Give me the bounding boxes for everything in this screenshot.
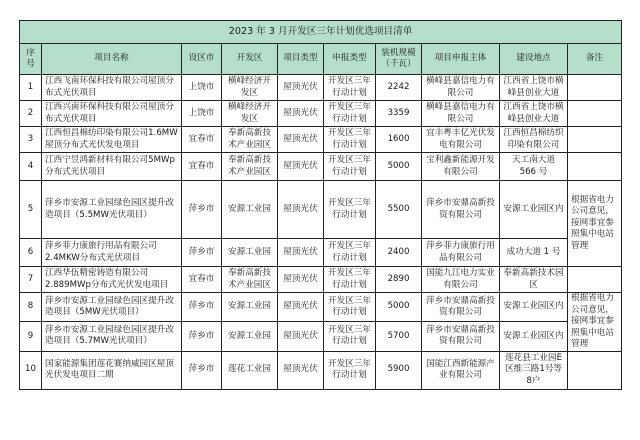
- cell-zone: 安源工业园: [222, 181, 278, 239]
- cell-note: [568, 153, 622, 181]
- cell-zone: 横峰经济开发区: [222, 101, 278, 127]
- header-location: 建设地点: [500, 44, 568, 75]
- table-row: [20, 267, 622, 293]
- cell-plan: 开发区三年行动计划: [324, 267, 376, 293]
- cell-capacity: 2242: [376, 75, 422, 101]
- cell-applicant: 国能九江电力实业有限公司: [422, 267, 500, 293]
- header-type: 项目类型: [278, 44, 324, 75]
- cell-plan: 开发区三年行动计划: [324, 293, 376, 322]
- cell-applicant: 萍乡市安鼎高新投资有限公司: [422, 181, 500, 239]
- cell-location: 安源工业园区内: [500, 322, 568, 351]
- cell-capacity: 5700: [376, 322, 422, 351]
- project-list-table: [19, 20, 622, 390]
- cell-location: 江西省上饶市横峰县创业大道: [500, 75, 568, 101]
- cell-zone: 横峰经济开发区: [222, 75, 278, 101]
- cell-name: 萍乡市安源工业园绿色园区提升改造项目（5.5MW光伏项目）: [42, 181, 182, 239]
- table-row: [20, 101, 622, 127]
- cell-note: [568, 101, 622, 127]
- cell-seq: 10: [20, 351, 42, 389]
- table-row: [20, 351, 622, 389]
- cell-note: [568, 351, 622, 389]
- header-name: 项目名称: [42, 44, 182, 75]
- cell-seq: 2: [20, 101, 42, 127]
- cell-city: 宜春市: [182, 153, 222, 181]
- cell-seq: 6: [20, 239, 42, 267]
- cell-city: 上饶市: [182, 75, 222, 101]
- header-applicant: 项目申报主体: [422, 44, 500, 75]
- cell-city: 上饶市: [182, 101, 222, 127]
- cell-location: 成功大道 1 号: [500, 239, 568, 267]
- header-seq: 序号: [20, 44, 42, 75]
- cell-capacity: 1600: [376, 127, 422, 153]
- cell-seq: 3: [20, 127, 42, 153]
- cell-city: 萍乡市: [182, 322, 222, 351]
- cell-location: 江西省上饶市横峰县创业大道: [500, 101, 568, 127]
- cell-name: 江西恒昌棉纺印染有限公司1.6MW屋顶分布式光伏发电项目: [42, 127, 182, 153]
- header-city: 设区市: [182, 44, 222, 75]
- cell-seq: 5: [20, 181, 42, 239]
- cell-applicant: 萍乡菲力康旅行用品有限公司: [422, 239, 500, 267]
- cell-seq: 7: [20, 267, 42, 293]
- cell-capacity: 5000: [376, 293, 422, 322]
- cell-plan: 开发区三年行动计划: [324, 75, 376, 101]
- cell-note: [568, 267, 622, 293]
- cell-type: 屋顶光伏: [278, 127, 324, 153]
- cell-applicant: 萍乡市安鼎高新投资有限公司: [422, 293, 500, 322]
- cell-type: 屋顶光伏: [278, 351, 324, 389]
- cell-location: 天工南大道 566 号: [500, 153, 568, 181]
- cell-applicant: 萍乡市安鼎高新投资有限公司: [422, 322, 500, 351]
- cell-seq: 4: [20, 153, 42, 181]
- cell-city: 宜春市: [182, 127, 222, 153]
- cell-zone: 莲花工业园: [222, 351, 278, 389]
- cell-plan: 开发区三年行动计划: [324, 153, 376, 181]
- cell-applicant: 宜丰粤丰亿光伏发电有限公司: [422, 127, 500, 153]
- cell-name: 江西飞南环保科技有限公司屋顶分布式光伏项目: [42, 75, 182, 101]
- table-row: [20, 239, 622, 267]
- cell-name: 萍乡市安源工业园绿色园区提升改造项目（5.7MW光伏项目）: [42, 322, 182, 351]
- cell-capacity: 5900: [376, 351, 422, 389]
- cell-city: 萍乡市: [182, 293, 222, 322]
- cell-type: 屋顶光伏: [278, 322, 324, 351]
- table-row: [20, 322, 622, 351]
- cell-name: 江西宁昱鸿新材料有限公司5MWp分布式光伏项目: [42, 153, 182, 181]
- cell-applicant: 横峰县嘉信电力有限公司: [422, 75, 500, 101]
- cell-type: 屋顶光伏: [278, 153, 324, 181]
- cell-type: 屋顶光伏: [278, 181, 324, 239]
- cell-plan: 开发区三年行动计划: [324, 239, 376, 267]
- cell-seq: 1: [20, 75, 42, 101]
- cell-capacity: 3359: [376, 101, 422, 127]
- table-row: [20, 153, 622, 181]
- cell-note-merged: 根据省电力公司意见，接网事宜参照集中电站管理: [568, 293, 622, 352]
- cell-name: 萍乡菲力康旅行用品有限公司2.4MKW分布式光伏项目: [42, 239, 182, 267]
- cell-zone: 奉新高新技术产业园区: [222, 153, 278, 181]
- cell-type: 屋顶光伏: [278, 101, 324, 127]
- cell-plan: 开发区三年行动计划: [324, 101, 376, 127]
- cell-name: 江西华伍精密铸造有限公司2.889MWp分布式光伏发电项目: [42, 267, 182, 293]
- cell-name: 国家能源集团莲花赛纳威园区屋顶光伏发电项目二期: [42, 351, 182, 389]
- header-note: 备注: [568, 44, 622, 75]
- cell-city: 萍乡市: [182, 239, 222, 267]
- cell-city: 萍乡市: [182, 181, 222, 239]
- cell-applicant: 国能江西新能源产业有限公司: [422, 351, 500, 389]
- cell-applicant: 宝利鑫新能源开发有限公司: [422, 153, 500, 181]
- cell-capacity: 2890: [376, 267, 422, 293]
- cell-plan: 开发区三年行动计划: [324, 127, 376, 153]
- cell-type: 屋顶光伏: [278, 267, 324, 293]
- cell-capacity: 5000: [376, 153, 422, 181]
- cell-location: 奉新高新技术园区: [500, 267, 568, 293]
- cell-capacity: 2400: [376, 239, 422, 267]
- cell-city: 萍乡市: [182, 351, 222, 389]
- header-plan: 申报类型: [324, 44, 376, 75]
- cell-zone: 安源工业园: [222, 239, 278, 267]
- table-row: [20, 75, 622, 101]
- cell-zone: 安源工业园: [222, 322, 278, 351]
- header-zone: 开发区: [222, 44, 278, 75]
- table-row: [20, 181, 622, 239]
- cell-note: [568, 127, 622, 153]
- cell-name: 江西兴南环保科技有限公司屋顶分布式光伏项目: [42, 101, 182, 127]
- table-row: [20, 127, 622, 153]
- table-row: [20, 293, 622, 322]
- cell-location: 江西恒昌棉纺织印染有限公司: [500, 127, 568, 153]
- cell-plan: 开发区三年行动计划: [324, 351, 376, 389]
- cell-location: 莲花县工业园E区维三路1号等8户: [500, 351, 568, 389]
- cell-seq: 9: [20, 322, 42, 351]
- cell-zone: 奉新高新技术产业园区: [222, 267, 278, 293]
- cell-city: 宜春市: [182, 267, 222, 293]
- cell-plan: 开发区三年行动计划: [324, 322, 376, 351]
- cell-type: 屋顶光伏: [278, 75, 324, 101]
- cell-location: 安源工业园区内: [500, 293, 568, 322]
- cell-location: 安源工业园区内: [500, 181, 568, 239]
- cell-zone: 奉新高新技术产业园区: [222, 127, 278, 153]
- cell-type: 屋顶光伏: [278, 293, 324, 322]
- cell-zone: 安源工业园: [222, 293, 278, 322]
- cell-note-merged: 根据省电力公司意见，接网事宜参照集中电站管理: [568, 181, 622, 267]
- cell-note: [568, 75, 622, 101]
- table-title: 2023 年 3 月开发区三年计划优选项目清单: [20, 21, 622, 44]
- cell-plan: 开发区三年行动计划: [324, 181, 376, 239]
- cell-type: 屋顶光伏: [278, 239, 324, 267]
- cell-seq: 8: [20, 293, 42, 322]
- cell-capacity: 5500: [376, 181, 422, 239]
- cell-name: 萍乡市安源工业园绿色园区提升改造项目（5MW光伏项目）: [42, 293, 182, 322]
- cell-applicant: 横峰县嘉信电力有限公司: [422, 101, 500, 127]
- header-capacity: 装机规模（千瓦）: [376, 44, 422, 75]
